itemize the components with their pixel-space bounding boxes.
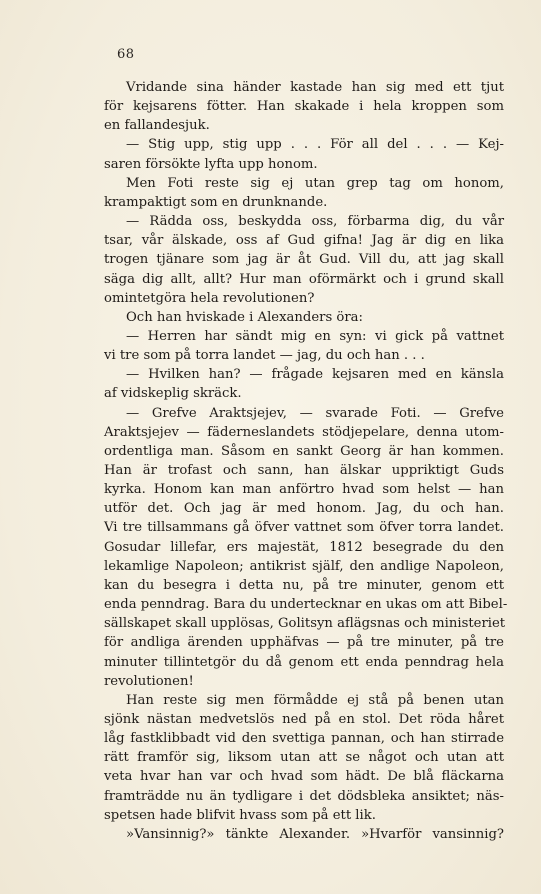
text-line: vi tre som på torra landet — jag, du och han . . . xyxy=(104,348,425,364)
text-line: Han reste sig men förmådde ej stå på benen utan xyxy=(126,692,504,708)
text-line: Men Foti reste sig ej utan grep tag om honom, xyxy=(126,175,504,191)
text-line: rätt framför sig, liksom utan att se något och utan att xyxy=(104,750,504,766)
text-line: framträdde nu än tydligare i det dödsbleka ansiktet; näs- xyxy=(104,788,504,804)
text-line: af vidskeplig skräck. xyxy=(104,386,242,402)
text-line: — Grefve Araktsjejev, — svarade Foti. — Grefve xyxy=(126,405,504,421)
text-line: krampaktigt som en drunknande. xyxy=(104,194,328,210)
text-line: Och han hviskade i Alexanders öra: xyxy=(126,309,363,325)
text-line: omintetgöra hela revolutionen? xyxy=(104,290,315,306)
text-line: — Hvilken han? — frågade kejsaren med en känsla xyxy=(126,367,504,383)
text-line: Vi tre tillsammans gå öfver vattnet som öfver torra landet. xyxy=(104,520,504,536)
text-line: säga dig allt, allt? Hur man oförmärkt och i grund skall xyxy=(104,271,504,287)
text-line: spetsen hade blifvit hvass som på ett lik. xyxy=(104,807,376,823)
text-line: — Stig upp, stig upp . . . För all del . . . — Kej- xyxy=(126,137,504,153)
text-line: sjönk nästan medvetslös ned på en stol. Det röda håret xyxy=(104,711,504,727)
text-line: — Herren har sändt mig en syn: vi gick på vattnet xyxy=(126,328,504,344)
text-line: ordentliga man. Såsom en sankt Georg är han kommen. xyxy=(104,443,504,459)
text-line: enda penndrag. Bara du undertecknar en ukas om att Bibel- xyxy=(104,597,508,613)
text-line: saren försökte lyfta upp honom. xyxy=(104,156,318,172)
text-line: kan du besegra i detta nu, på tre minuter, genom ett xyxy=(104,577,504,593)
text-line: kyrka. Honom kan man anförtro hvad som helst — han xyxy=(104,482,504,498)
text-line: för kejsarens fötter. Han skakade i hela kroppen som xyxy=(104,99,504,115)
text-line: sällskapet skall upplösas, Golitsyn aflägsnas och ministeriet xyxy=(104,616,506,632)
text-line: Vridande sina händer kastade han sig med ett tjut xyxy=(126,80,504,95)
text-line: tsar, vår älskade, oss af Gud gifna! Jag är dig en lika xyxy=(104,233,504,249)
text-line: utför det. Och jag är med honom. Jag, du och han. xyxy=(104,501,504,517)
text-line: — Rädda oss, beskydda oss, förbarma dig, du vår xyxy=(126,214,504,230)
text-line: »Vansinnig?» tänkte Alexander. »Hvarför vansinnig? xyxy=(126,826,504,842)
text-line: Han är trofast och sann, han älskar uppriktigt Guds xyxy=(104,463,504,478)
text-line: Gosudar lillefar, ers majestät, 1812 besegrade du den xyxy=(104,539,504,555)
text-line: en fallandesjuk. xyxy=(104,118,210,134)
text-line: revolutionen! xyxy=(104,673,194,689)
page-number: 68 xyxy=(117,47,135,62)
text-line: låg fastklibbadt vid den svettiga pannan, och han stirrade xyxy=(104,731,504,747)
text-line: för andliga ärenden upphäfvas — på tre minuter, på tre xyxy=(104,635,504,651)
text-line: Araktsjejev — fäderneslandets stödjepelare, denna utom- xyxy=(104,424,504,440)
text-line: trogen tjänare som jag är åt Gud. Vill du, att jag skall xyxy=(104,252,504,268)
text-line: minuter tillintetgör du då genom ett enda penndrag hela xyxy=(104,654,504,670)
text-line: veta hvar han var och hvad som hädt. De blå fläckarna xyxy=(104,769,504,785)
text-line: lekamlige Napoleon; antikrist själf, den andlige Napoleon, xyxy=(104,558,504,574)
